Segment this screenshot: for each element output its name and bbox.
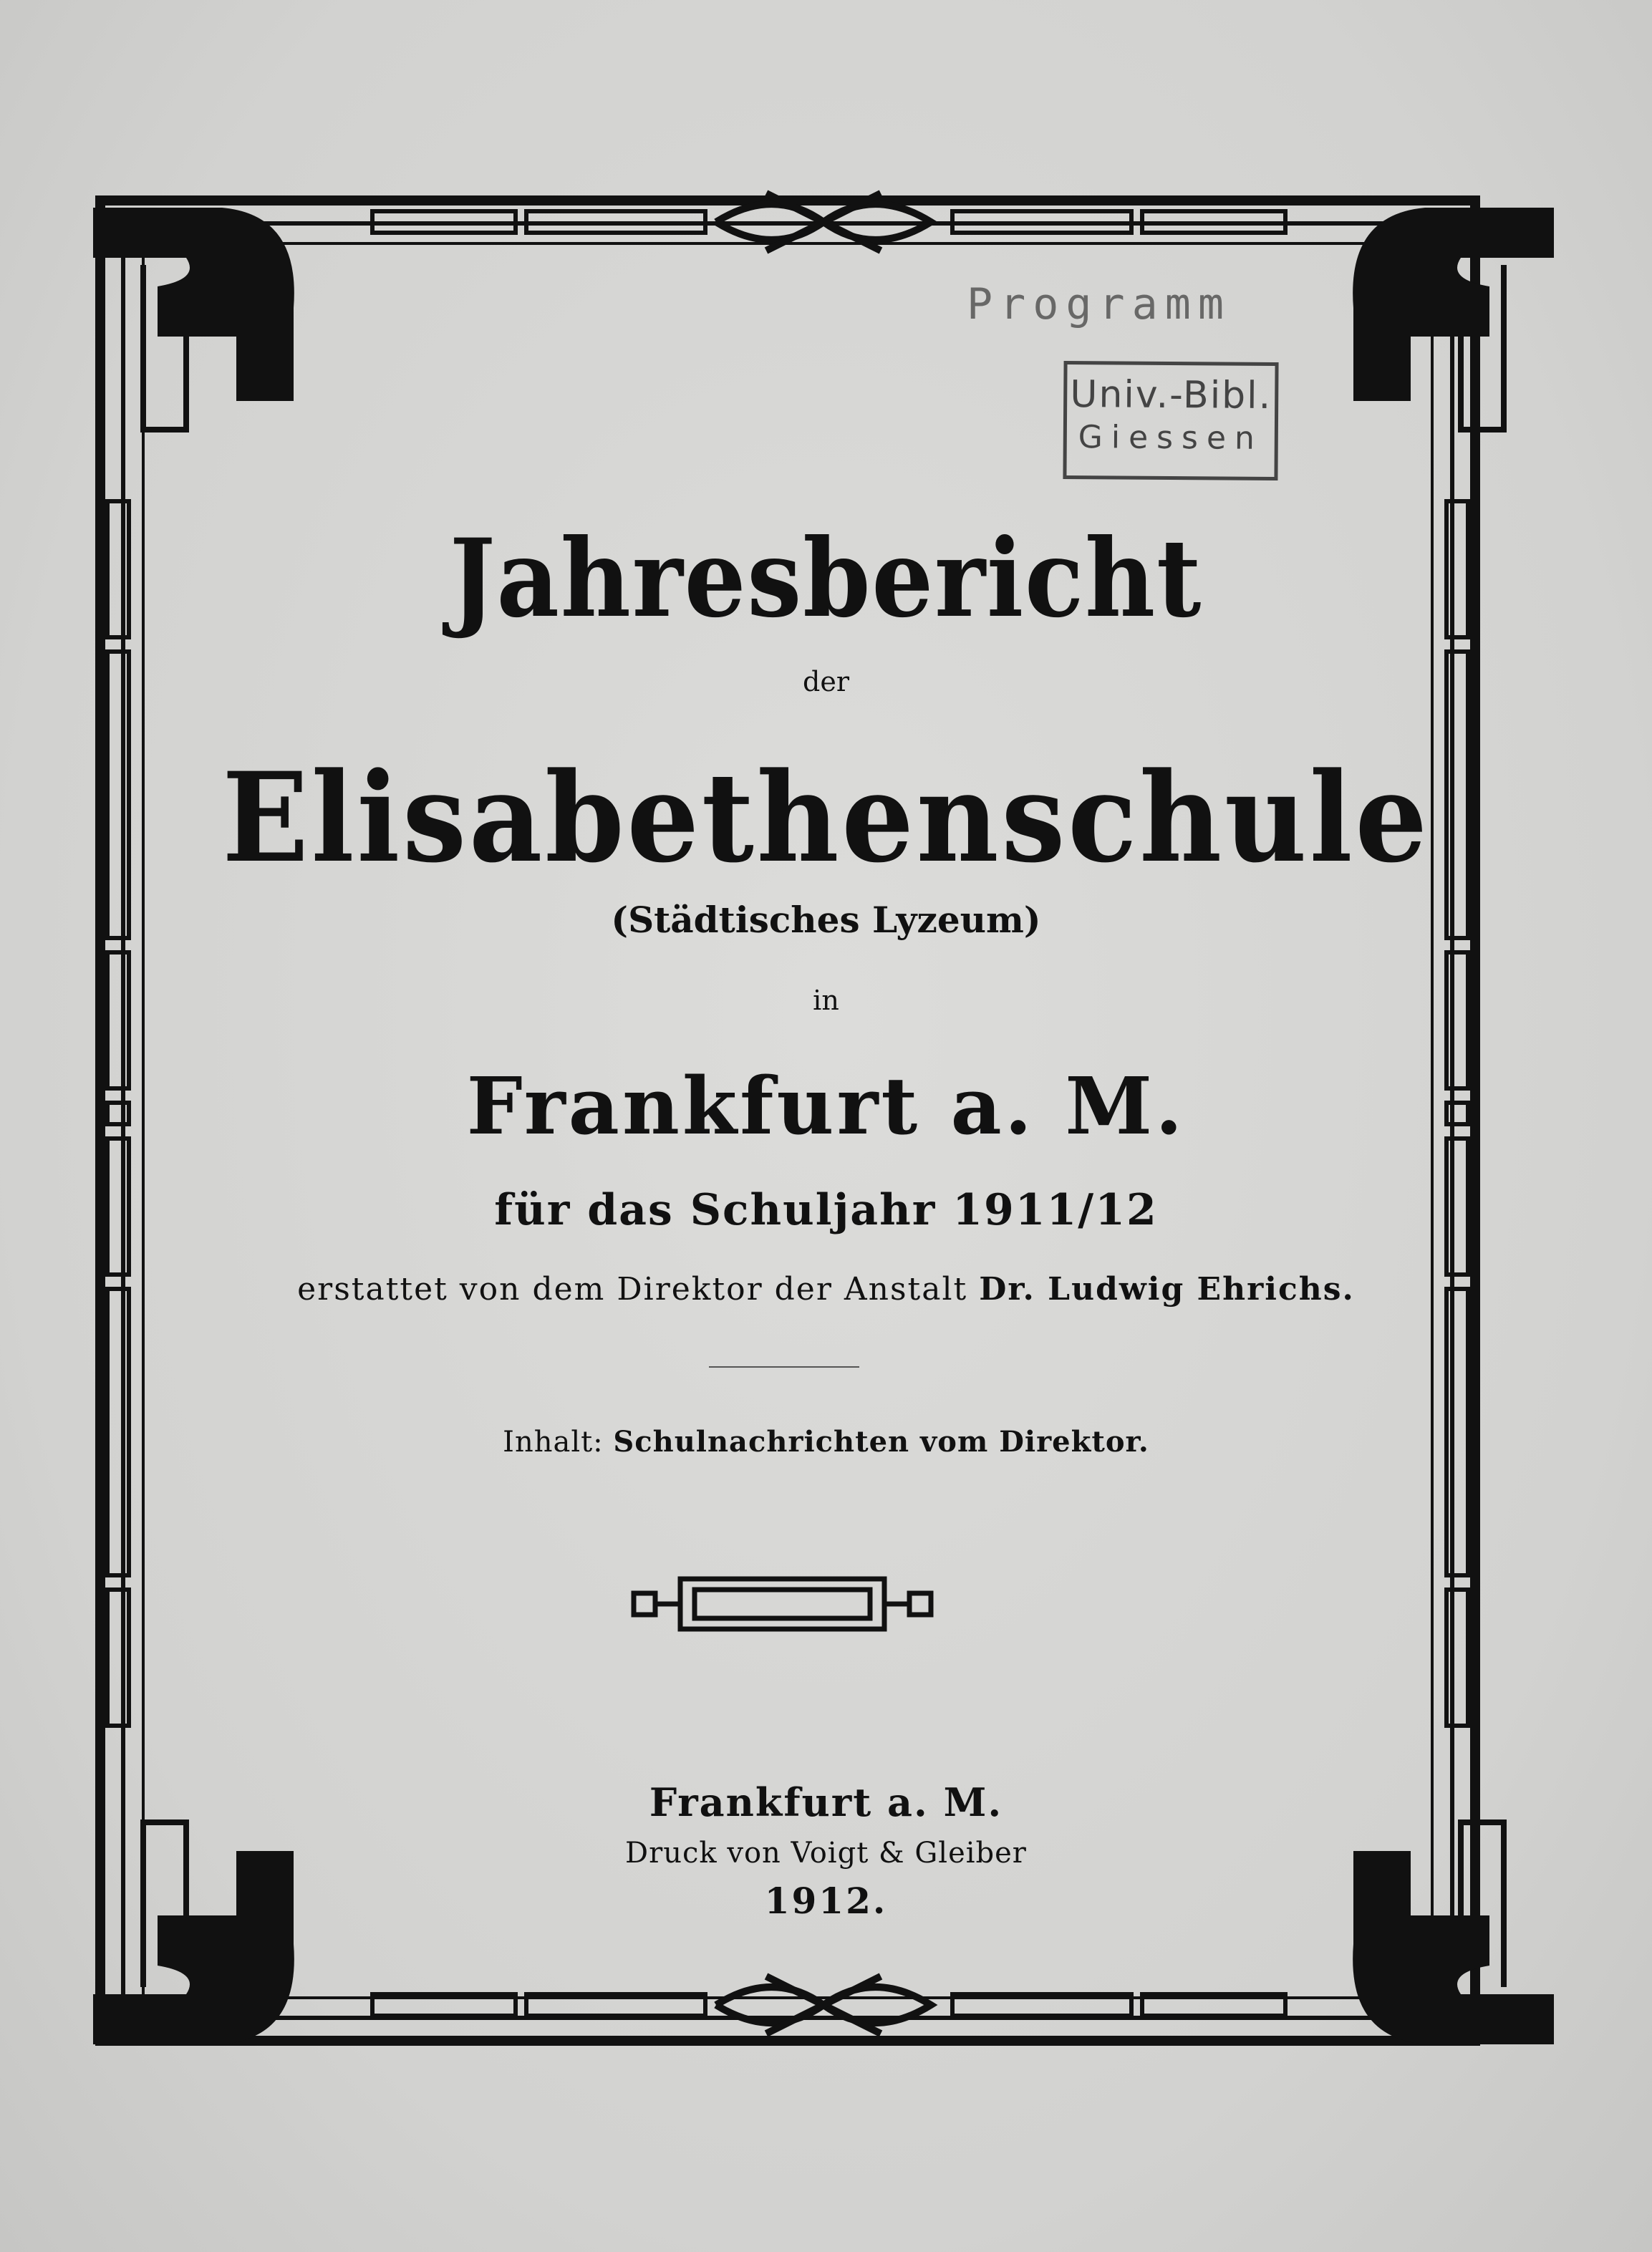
programm-stamp: Programm [967,279,1231,329]
divider-rule [709,1366,859,1368]
contents-line [0,1425,1652,1459]
title-in: in [813,985,839,1016]
library-stamp-line2: Giessen [1078,419,1264,457]
contents-text: Schulnachrichten vom Direktor. [613,1425,1149,1459]
imprint-printer: Druck von Voigt & Gleiber [625,1837,1027,1870]
contents-label: Inhalt: [503,1426,604,1459]
library-stamp-line1: Univ.-Bibl. [1070,373,1272,417]
title-der: der [803,666,849,697]
library-stamp [1063,361,1278,480]
imprint-city: Frankfurt a. M. [649,1779,1003,1825]
school-subtitle: (Städtisches Lyzeum) [611,899,1041,941]
school-name: Elisabethenschule [222,745,1430,890]
reported-by-text: erstattet von dem Direktor der Anstalt [297,1271,968,1308]
school-year: für das Schuljahr 1911/12 [494,1185,1158,1235]
reported-by-line [0,1271,1652,1308]
director-name: Dr. Ludwig Ehrichs. [979,1271,1355,1308]
imprint-year: 1912. [764,1880,888,1922]
city-title: Frankfurt a. M. [466,1060,1186,1152]
center-ornament [630,1572,934,1636]
main-title: Jahresbericht [449,516,1203,642]
